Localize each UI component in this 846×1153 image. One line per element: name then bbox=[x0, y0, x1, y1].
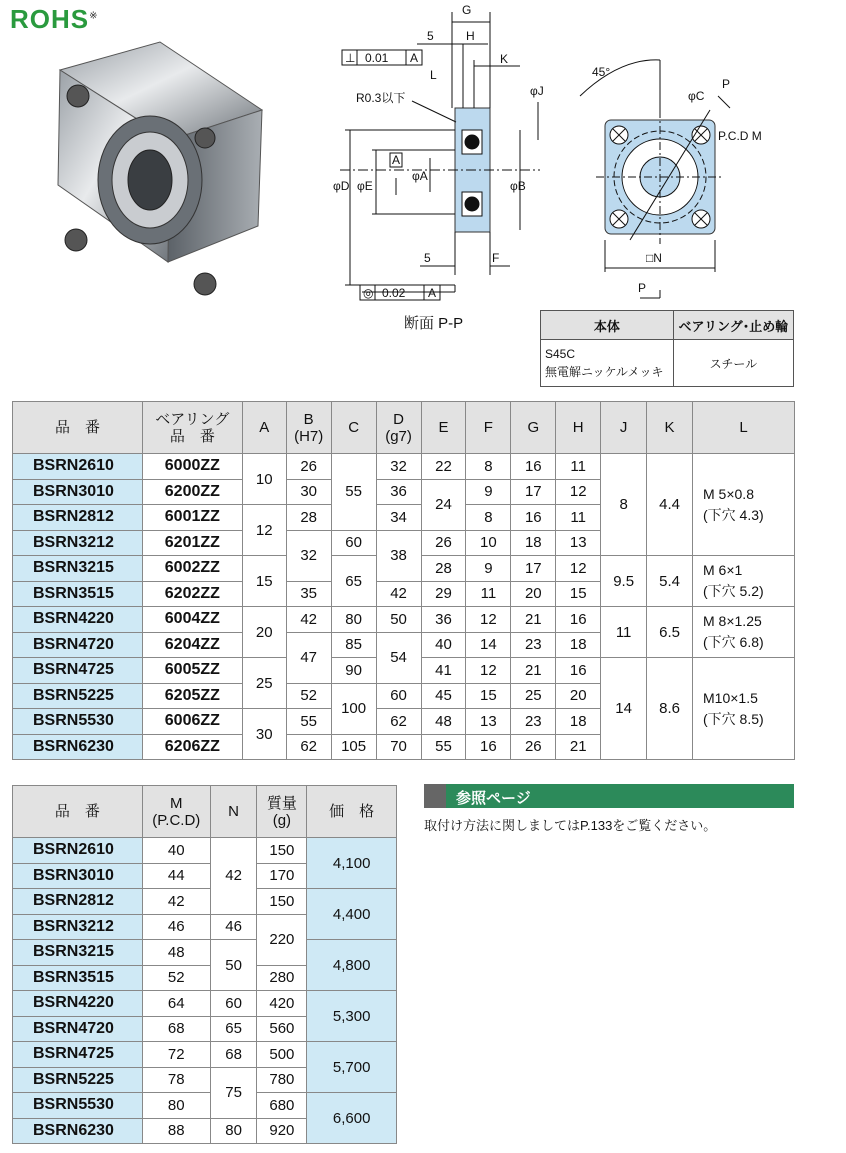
material-bearing: スチール bbox=[673, 340, 793, 387]
cell-h: 11 bbox=[556, 505, 601, 531]
material-header-bearing: ベアリング･止め輪 bbox=[673, 311, 793, 340]
cell-price: 6,600 bbox=[307, 1093, 397, 1144]
cell-m: 42 bbox=[142, 889, 210, 915]
cell-m: 78 bbox=[142, 1067, 210, 1093]
part-number: BSRN2812 bbox=[13, 505, 143, 531]
cell-e: 48 bbox=[421, 709, 466, 735]
price-table bbox=[12, 785, 397, 1144]
header-c: C bbox=[331, 402, 376, 454]
table-row bbox=[13, 454, 795, 480]
cell-mass: 220 bbox=[257, 914, 307, 965]
part-number: BSRN3515 bbox=[13, 965, 143, 991]
part-number: BSRN2812 bbox=[13, 889, 143, 915]
bearing-number: 6205ZZ bbox=[142, 683, 242, 709]
cell-l: M10×1.5 (下穴 8.5) bbox=[693, 658, 795, 760]
svg-text:φB: φB bbox=[510, 179, 526, 193]
cell-h: 13 bbox=[556, 530, 601, 556]
bearing-number: 6200ZZ bbox=[142, 479, 242, 505]
reference-mark-icon bbox=[424, 784, 446, 808]
svg-text:P: P bbox=[722, 77, 731, 91]
bearing-number: 6004ZZ bbox=[142, 607, 242, 633]
part-number: BSRN4725 bbox=[13, 1042, 143, 1068]
material-table bbox=[540, 310, 794, 387]
cell-j: 11 bbox=[601, 607, 647, 658]
svg-text:⊥: ⊥ bbox=[345, 51, 356, 65]
cell-h: 18 bbox=[556, 632, 601, 658]
cell-b: 35 bbox=[286, 581, 331, 607]
cell-m: 52 bbox=[142, 965, 210, 991]
svg-text:φC: φC bbox=[688, 89, 705, 103]
cell-h: 11 bbox=[556, 454, 601, 480]
table-row bbox=[13, 889, 397, 915]
svg-text:0.01: 0.01 bbox=[365, 51, 389, 65]
table-row bbox=[13, 607, 795, 633]
cell-g: 16 bbox=[511, 454, 556, 480]
cell-d: 34 bbox=[376, 505, 421, 531]
svg-text:5: 5 bbox=[424, 251, 431, 265]
cell-c: 105 bbox=[331, 734, 376, 760]
reference-title: 参照ページ bbox=[456, 790, 531, 807]
header-k: K bbox=[647, 402, 693, 454]
svg-text:G: G bbox=[462, 3, 472, 17]
cell-g: 21 bbox=[511, 607, 556, 633]
bearing-number: 6204ZZ bbox=[142, 632, 242, 658]
cell-f: 11 bbox=[466, 581, 511, 607]
part-number: BSRN3215 bbox=[13, 940, 143, 966]
cell-g: 21 bbox=[511, 658, 556, 684]
cell-mass: 500 bbox=[257, 1042, 307, 1068]
svg-text:A: A bbox=[428, 286, 437, 300]
cell-m: 64 bbox=[142, 991, 210, 1017]
svg-text:K: K bbox=[500, 52, 509, 66]
svg-text:A: A bbox=[410, 51, 419, 65]
header-a: A bbox=[242, 402, 286, 454]
header-n: N bbox=[210, 786, 257, 838]
cell-g: 26 bbox=[511, 734, 556, 760]
header-price: 価 格 bbox=[307, 786, 397, 838]
rohs-logo: ROHS※ bbox=[10, 4, 99, 34]
cell-e: 41 bbox=[421, 658, 466, 684]
part-number: BSRN2610 bbox=[13, 838, 143, 864]
cell-n: 80 bbox=[210, 1118, 257, 1144]
cell-e: 24 bbox=[421, 479, 466, 530]
cell-n: 50 bbox=[210, 940, 257, 991]
cell-b: 47 bbox=[286, 632, 331, 683]
cell-mass: 560 bbox=[257, 1016, 307, 1042]
cell-a: 12 bbox=[242, 505, 286, 556]
part-number: BSRN3212 bbox=[13, 530, 143, 556]
cell-h: 12 bbox=[556, 479, 601, 505]
cell-f: 12 bbox=[466, 607, 511, 633]
cell-j: 8 bbox=[601, 454, 647, 556]
cell-d: 54 bbox=[376, 632, 421, 683]
table-row bbox=[13, 1042, 397, 1068]
table-row bbox=[13, 940, 397, 966]
part-number: BSRN6230 bbox=[13, 1118, 143, 1144]
part-number: BSRN3215 bbox=[13, 556, 143, 582]
cell-b: 28 bbox=[286, 505, 331, 531]
cell-g: 16 bbox=[511, 505, 556, 531]
header-l: L bbox=[693, 402, 795, 454]
cell-d: 36 bbox=[376, 479, 421, 505]
cell-f: 10 bbox=[466, 530, 511, 556]
part-number: BSRN4725 bbox=[13, 658, 143, 684]
part-number: BSRN4720 bbox=[13, 632, 143, 658]
svg-text:φD: φD bbox=[333, 179, 350, 193]
part-number: BSRN5225 bbox=[13, 1067, 143, 1093]
reference-text[interactable]: 取付け方法に関しましてはP.133をご覧ください。 bbox=[424, 818, 717, 833]
svg-text:F: F bbox=[492, 251, 500, 265]
part-number: BSRN4720 bbox=[13, 1016, 143, 1042]
svg-text:φE: φE bbox=[357, 179, 373, 193]
bearing-number: 6006ZZ bbox=[142, 709, 242, 735]
cell-n: 46 bbox=[210, 914, 257, 940]
header-b: B (H7) bbox=[286, 402, 331, 454]
part-number: BSRN3010 bbox=[13, 863, 143, 889]
cell-j: 14 bbox=[601, 658, 647, 760]
cell-d: 38 bbox=[376, 530, 421, 581]
part-number: BSRN3515 bbox=[13, 581, 143, 607]
cell-d: 32 bbox=[376, 454, 421, 480]
cell-c: 55 bbox=[331, 454, 376, 531]
cell-l: M 5×0.8 (下穴 4.3) bbox=[693, 454, 795, 556]
cell-k: 6.5 bbox=[647, 607, 693, 658]
cell-n: 68 bbox=[210, 1042, 257, 1068]
cell-b: 26 bbox=[286, 454, 331, 480]
cell-m: 68 bbox=[142, 1016, 210, 1042]
cell-mass: 420 bbox=[257, 991, 307, 1017]
cell-price: 5,300 bbox=[307, 991, 397, 1042]
cell-j: 9.5 bbox=[601, 556, 647, 607]
cell-m: 48 bbox=[142, 940, 210, 966]
part-number: BSRN5530 bbox=[13, 709, 143, 735]
header-mass: 質量 (g) bbox=[257, 786, 307, 838]
cell-m: 72 bbox=[142, 1042, 210, 1068]
cell-f: 8 bbox=[466, 505, 511, 531]
part-number: BSRN3010 bbox=[13, 479, 143, 505]
cell-mass: 780 bbox=[257, 1067, 307, 1093]
cell-d: 42 bbox=[376, 581, 421, 607]
header-j: J bbox=[601, 402, 647, 454]
cell-f: 14 bbox=[466, 632, 511, 658]
cell-h: 16 bbox=[556, 607, 601, 633]
cell-m: 80 bbox=[142, 1093, 210, 1119]
cell-e: 22 bbox=[421, 454, 466, 480]
cell-h: 18 bbox=[556, 709, 601, 735]
cell-price: 4,100 bbox=[307, 838, 397, 889]
cell-d: 70 bbox=[376, 734, 421, 760]
bearing-number: 6201ZZ bbox=[142, 530, 242, 556]
svg-text:φJ: φJ bbox=[530, 84, 544, 98]
cell-mass: 680 bbox=[257, 1093, 307, 1119]
svg-text:L: L bbox=[430, 68, 437, 82]
cell-c: 100 bbox=[331, 683, 376, 734]
cell-mass: 150 bbox=[257, 838, 307, 864]
cell-e: 36 bbox=[421, 607, 466, 633]
header-bearing: ベアリング 品 番 bbox=[142, 402, 242, 454]
cell-a: 15 bbox=[242, 556, 286, 607]
cell-a: 30 bbox=[242, 709, 286, 760]
cell-f: 13 bbox=[466, 709, 511, 735]
bearing-number: 6202ZZ bbox=[142, 581, 242, 607]
header-g: G bbox=[511, 402, 556, 454]
cell-m: 44 bbox=[142, 863, 210, 889]
cell-h: 21 bbox=[556, 734, 601, 760]
section-dimension-labels bbox=[333, 3, 544, 300]
svg-text:H: H bbox=[466, 29, 475, 43]
cell-b: 62 bbox=[286, 734, 331, 760]
cell-c: 65 bbox=[331, 556, 376, 607]
cell-a: 20 bbox=[242, 607, 286, 658]
cell-mass: 150 bbox=[257, 889, 307, 915]
material-header-body: 本体 bbox=[541, 311, 674, 340]
cell-g: 25 bbox=[511, 683, 556, 709]
cell-h: 15 bbox=[556, 581, 601, 607]
cell-n: 42 bbox=[210, 838, 257, 915]
header-h: H bbox=[556, 402, 601, 454]
cell-g: 23 bbox=[511, 632, 556, 658]
cell-c: 90 bbox=[331, 658, 376, 684]
cell-n: 75 bbox=[210, 1067, 257, 1118]
table-row bbox=[13, 991, 397, 1017]
header-e: E bbox=[421, 402, 466, 454]
table-row bbox=[13, 838, 397, 864]
product-photo bbox=[58, 42, 262, 295]
cell-f: 8 bbox=[466, 454, 511, 480]
cell-k: 4.4 bbox=[647, 454, 693, 556]
svg-text:□N: □N bbox=[646, 251, 662, 265]
cell-f: 9 bbox=[466, 556, 511, 582]
svg-text:P: P bbox=[638, 281, 647, 295]
cell-d: 62 bbox=[376, 709, 421, 735]
bearing-number: 6005ZZ bbox=[142, 658, 242, 684]
part-number: BSRN4220 bbox=[13, 991, 143, 1017]
cell-d: 50 bbox=[376, 607, 421, 633]
cell-l: M 6×1 (下穴 5.2) bbox=[693, 556, 795, 607]
cell-e: 29 bbox=[421, 581, 466, 607]
dimension-table bbox=[12, 401, 795, 760]
cell-n: 60 bbox=[210, 991, 257, 1017]
cell-e: 45 bbox=[421, 683, 466, 709]
cell-c: 85 bbox=[331, 632, 376, 658]
cell-a: 25 bbox=[242, 658, 286, 709]
svg-text:◎: ◎ bbox=[363, 286, 374, 300]
part-number: BSRN5225 bbox=[13, 683, 143, 709]
cell-h: 12 bbox=[556, 556, 601, 582]
cell-m: 40 bbox=[142, 838, 210, 864]
cell-e: 40 bbox=[421, 632, 466, 658]
cell-d: 60 bbox=[376, 683, 421, 709]
cell-c: 80 bbox=[331, 607, 376, 633]
cell-k: 5.4 bbox=[647, 556, 693, 607]
bearing-number: 6000ZZ bbox=[142, 454, 242, 480]
svg-text:P.C.D M: P.C.D M bbox=[718, 129, 762, 143]
cell-b: 52 bbox=[286, 683, 331, 709]
svg-text:φA: φA bbox=[412, 169, 428, 183]
part-number: BSRN2610 bbox=[13, 454, 143, 480]
part-number: BSRN3212 bbox=[13, 914, 143, 940]
material-body: S45C 無電解ニッケルメッキ bbox=[541, 340, 674, 387]
cell-mass: 920 bbox=[257, 1118, 307, 1144]
cell-h: 16 bbox=[556, 658, 601, 684]
bearing-number: 6002ZZ bbox=[142, 556, 242, 582]
reference-header bbox=[424, 784, 794, 808]
cell-e: 28 bbox=[421, 556, 466, 582]
section-label: 断面 P-P bbox=[404, 315, 464, 332]
header-part-number: 品 番 bbox=[13, 402, 143, 454]
cell-price: 5,700 bbox=[307, 1042, 397, 1093]
header-part-number: 品 番 bbox=[13, 786, 143, 838]
cell-g: 18 bbox=[511, 530, 556, 556]
bearing-number: 6001ZZ bbox=[142, 505, 242, 531]
cell-b: 32 bbox=[286, 530, 331, 581]
cell-f: 16 bbox=[466, 734, 511, 760]
cell-b: 30 bbox=[286, 479, 331, 505]
cell-k: 8.6 bbox=[647, 658, 693, 760]
svg-text:5: 5 bbox=[427, 29, 434, 43]
svg-text:R0.3以下: R0.3以下 bbox=[356, 91, 406, 105]
cell-g: 17 bbox=[511, 556, 556, 582]
header-d: D (g7) bbox=[376, 402, 421, 454]
cell-g: 20 bbox=[511, 581, 556, 607]
svg-text:45°: 45° bbox=[592, 65, 611, 79]
cell-a: 10 bbox=[242, 454, 286, 505]
svg-text:A: A bbox=[392, 153, 401, 167]
cell-f: 15 bbox=[466, 683, 511, 709]
cell-price: 4,800 bbox=[307, 940, 397, 991]
cell-g: 23 bbox=[511, 709, 556, 735]
cell-h: 20 bbox=[556, 683, 601, 709]
cell-b: 42 bbox=[286, 607, 331, 633]
cell-e: 26 bbox=[421, 530, 466, 556]
cell-c: 60 bbox=[331, 530, 376, 556]
table-row bbox=[13, 1093, 397, 1119]
cell-n: 65 bbox=[210, 1016, 257, 1042]
svg-text:0.02: 0.02 bbox=[382, 286, 406, 300]
cell-f: 9 bbox=[466, 479, 511, 505]
cell-l: M 8×1.25 (下穴 6.8) bbox=[693, 607, 795, 658]
cell-mass: 280 bbox=[257, 965, 307, 991]
part-number: BSRN5530 bbox=[13, 1093, 143, 1119]
cell-b: 55 bbox=[286, 709, 331, 735]
cell-g: 17 bbox=[511, 479, 556, 505]
bearing-number: 6206ZZ bbox=[142, 734, 242, 760]
part-number: BSRN4220 bbox=[13, 607, 143, 633]
header-m: M (P.C.D) bbox=[142, 786, 210, 838]
cell-m: 88 bbox=[142, 1118, 210, 1144]
cell-price: 4,400 bbox=[307, 889, 397, 940]
cell-f: 12 bbox=[466, 658, 511, 684]
header-f: F bbox=[466, 402, 511, 454]
cell-mass: 170 bbox=[257, 863, 307, 889]
part-number: BSRN6230 bbox=[13, 734, 143, 760]
cell-e: 55 bbox=[421, 734, 466, 760]
cell-m: 46 bbox=[142, 914, 210, 940]
